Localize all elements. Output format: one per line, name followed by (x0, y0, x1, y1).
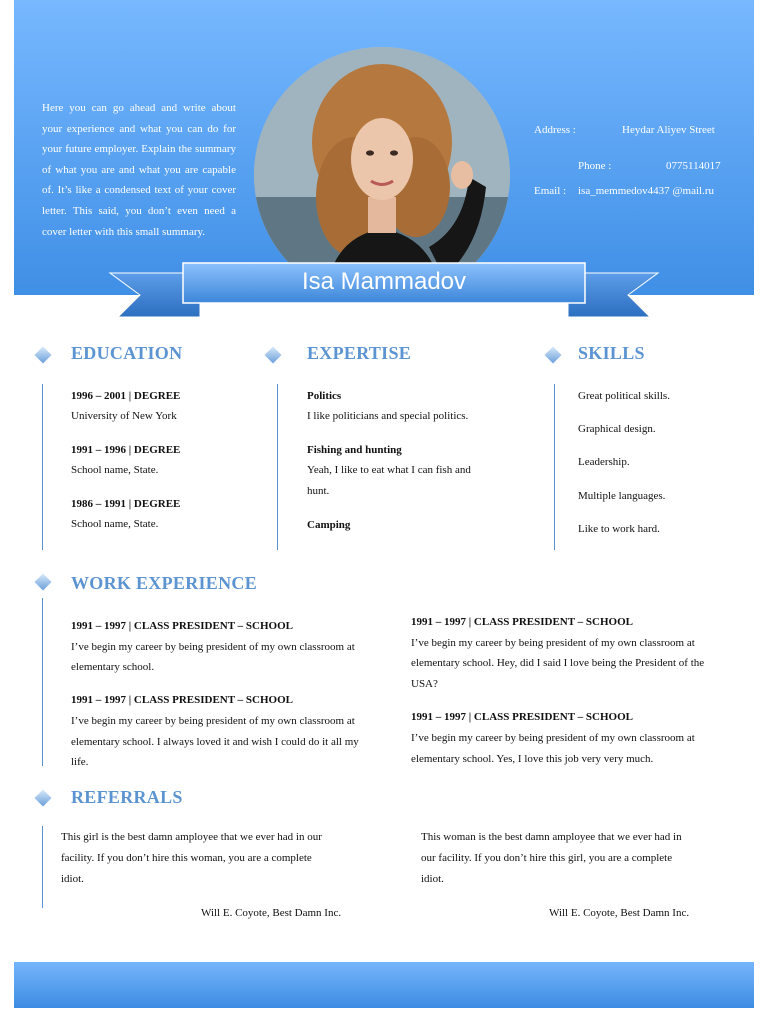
expertise-item-detail: Yeah, I like to eat what I can fish and (307, 464, 471, 476)
expertise-item-detail: hunt. (307, 485, 330, 497)
expertise-item-heading: Fishing and hunting (307, 444, 402, 456)
expertise-item-heading: Camping (307, 519, 351, 531)
work-item-line: elementary school. I always loved it and wish I could do it all my (71, 736, 359, 748)
work-item-heading: 1991 – 1997 | CLASS PRESIDENT – SCHOOL (71, 694, 293, 706)
referrals-divider (42, 826, 43, 908)
referrals-diamond-icon (35, 790, 52, 807)
work-item-heading: 1991 – 1997 | CLASS PRESIDENT – SCHOOL (71, 620, 293, 632)
education-item-detail: University of New York (71, 410, 177, 422)
referral-line: facility. If you don’t hire this woman, you are a complete (61, 852, 312, 864)
referral-line: our facility. If you don’t hire this girl, you are a complete (421, 852, 673, 864)
referral-line: This girl is the best damn amployee that we ever had in our (61, 831, 322, 843)
work-item-heading: 1991 – 1997 | CLASS PRESIDENT – SCHOOL (411, 616, 633, 628)
address-label: Address : (534, 124, 576, 136)
skill-item: Graphical design. (578, 423, 656, 435)
education-item-heading: 1991 – 1996 | DEGREE (71, 444, 181, 456)
phone-value: 0775114017 (666, 160, 721, 172)
skills-title: SKILLS (578, 343, 645, 363)
skill-item: Like to work hard. (578, 523, 660, 535)
email-value: isa_memmedov4437 @mail.ru (578, 185, 714, 197)
referrals-title: REFERRALS (71, 787, 183, 807)
work-item-heading: 1991 – 1997 | CLASS PRESIDENT – SCHOOL (411, 711, 633, 723)
referral-line: idiot. (61, 873, 84, 885)
expertise-item-detail: I like politicians and special politics. (307, 410, 469, 422)
summary-text: Here you can go ahead and write about your experience and what you can do for your future employer. Explain the summary of what you are and what you are capable of. It’s like a condensed text of your cover letter. This said, you don’t even need a cover letter with this small summary. (42, 102, 236, 238)
work-item-line: elementary school. (71, 661, 155, 673)
skill-item: Leadership. (578, 456, 630, 468)
address-value: Heydar Aliyev Street (622, 124, 715, 136)
education-divider (42, 384, 43, 550)
work-item-line: I’ve begin my career by being president of my own classroom at (411, 637, 695, 649)
phone-label: Phone : (578, 160, 612, 172)
education-item-heading: 1996 – 2001 | DEGREE (71, 390, 181, 402)
work-item-line: USA? (411, 678, 438, 690)
work-item-line: I’ve begin my career by being president of my own classroom at (71, 641, 355, 653)
work-item-line: elementary school. Hey, did I said I love being the President of the (411, 657, 705, 669)
work-item-line: I’ve begin my career by being president of my own classroom at (411, 732, 695, 744)
expertise-item-heading: Politics (307, 390, 342, 402)
work-diamond-icon (35, 574, 52, 591)
referral-signature: Will E. Coyote, Best Damn Inc. (201, 907, 342, 919)
education-title: EDUCATION (71, 343, 183, 363)
education-item-detail: School name, State. (71, 464, 159, 476)
footer-bar (14, 962, 754, 1008)
education-item-detail: School name, State. (71, 518, 159, 530)
work-item-line: elementary school. Yes, I love this job very very much. (411, 753, 654, 765)
referral-signature: Will E. Coyote, Best Damn Inc. (549, 907, 690, 919)
education-item-heading: 1986 – 1991 | DEGREE (71, 498, 181, 510)
expertise-diamond-icon (265, 347, 282, 364)
work-title: WORK EXPERIENCE (71, 573, 258, 593)
skills-divider (554, 384, 555, 550)
email-label: Email : (534, 185, 567, 197)
education-diamond-icon (35, 347, 52, 364)
expertise-divider (277, 384, 278, 550)
work-item-line: I’ve begin my career by being president of my own classroom at (71, 715, 355, 727)
work-item-line: life. (71, 756, 89, 768)
referral-line: This woman is the best damn amployee that we ever had in (421, 831, 682, 843)
skills-diamond-icon (545, 347, 562, 364)
skill-item: Great political skills. (578, 390, 670, 402)
skill-item: Multiple languages. (578, 490, 666, 502)
expertise-title: EXPERTISE (307, 343, 412, 363)
work-divider (42, 598, 43, 766)
candidate-name: Isa Mammadov (301, 268, 467, 295)
referral-line: idiot. (421, 873, 444, 885)
